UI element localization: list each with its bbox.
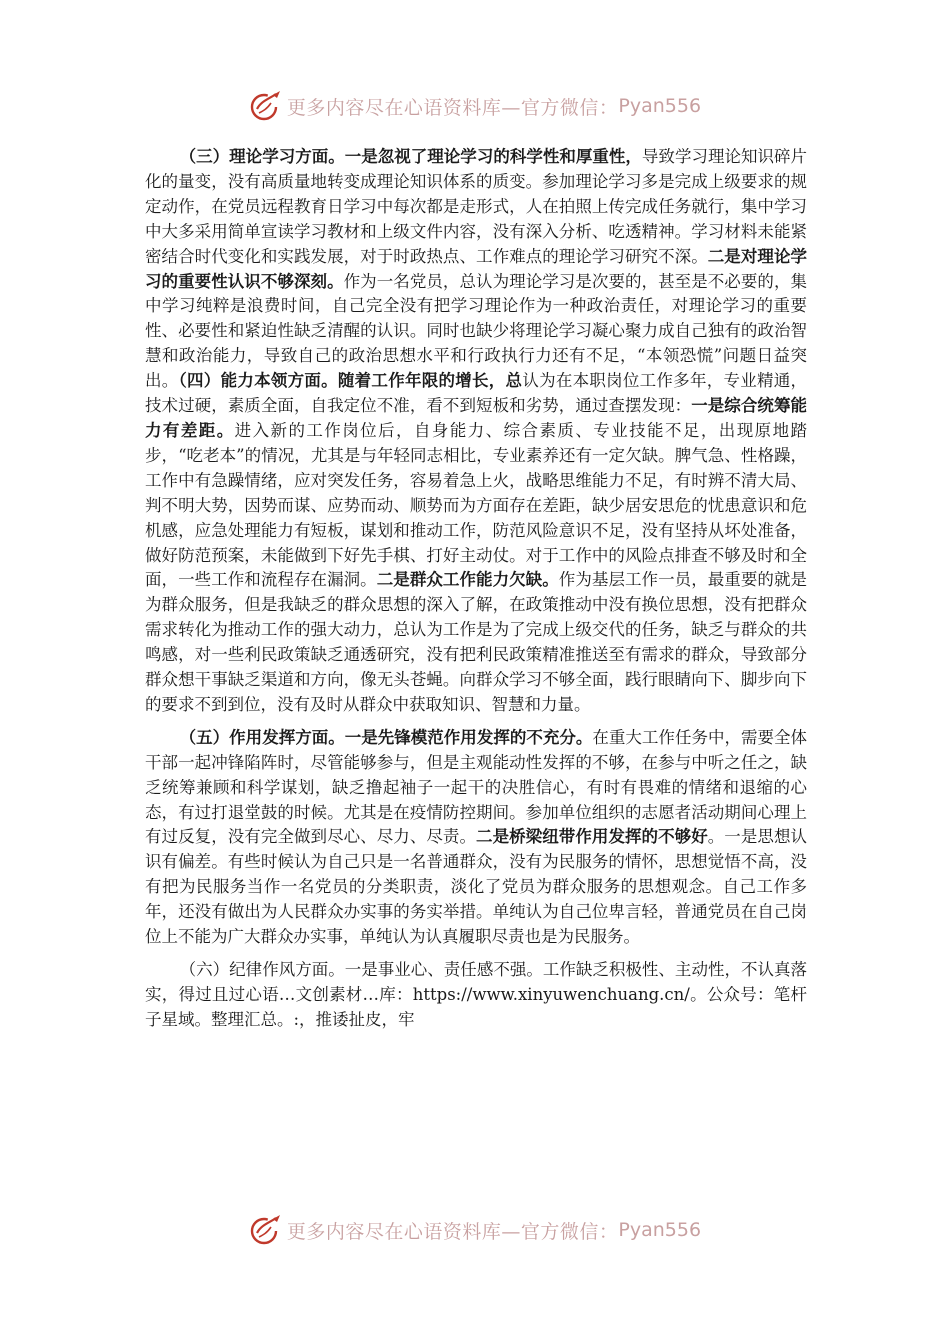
- paragraph-role: [145, 726, 807, 950]
- text-run: 导致学习理论知识碎片化的量变，没有高质量地转变成理论知识体系的质变。参加理论学习多是完成上级要求的规定动作，在党员远程教育日学习中每次都是走形式，人在拍照上传完成任务就行，集中学习中大多采用简单宣读学习教材和上级文件内容，没有深入分析、吃透精神。学习材料未能紧密结合时代变化和实践发展，对于时政热点、工作难点的理论学习研究不深。: [145, 147, 808, 266]
- header-banner: [0, 86, 950, 126]
- paragraph-theory-ability: [145, 145, 807, 718]
- text-run: 作为基层工作一员，最重要的就是为群众服务，但是我缺乏的群众思想的深入了解，在政策推动中没有换位思想，没有把群众需求转化为推动工作的强大动力，总认为工作是为了完成上级交代的任务，缺乏与群众的共鸣感，对一些利民政策缺乏通透研究，没有把利民政策精准推送至有需求的群众，导致部分群众想干事缺乏渠道和方向，像无头苍蝇。向群众学习不够全面，践行眼睛向下、脚步向下的要求不到到位，没有及时从群众中获取知识、智慧和力量。: [145, 570, 808, 714]
- text-run: 。一是思想认识有偏差。有些时候认为自己只是一名普通群众，没有为民服务的情怀，思想觉悟不高，没有把为民服务当作一名党员的分类职责，淡化了党员为群众服务的思想观念。自己工作多年，还没有做出为人民群众办实事的务实举措。单纯认为自己位卑言轻，普通党员在自己岗位上不能为广大群众办实事，单纯认为认真履职尽责也是为民服务。: [145, 827, 808, 947]
- banner-text: 更多内容尽在心语资料库—官方微信：: [286, 1220, 619, 1243]
- heading-ability: （四）能力本领方面。随着工作年限的增长，总: [178, 371, 523, 391]
- heading-theory-study: （三）理论学习方面。一是忽视了理论学习的科学性和厚重性，: [179, 147, 642, 166]
- pen-swirl-logo-icon: [249, 1213, 283, 1247]
- text-run: 认为在本职岗位工作多年，专业精通，技术过硬，素质全面，自我定位不准，看不到短板和劣势，通过查摆发现：: [145, 371, 808, 416]
- document-body: [145, 145, 807, 1033]
- pen-swirl-logo-icon: [249, 89, 283, 123]
- banner-wechat-id: Pyan556: [618, 1219, 702, 1241]
- text-run: 在重大工作任务中，需要全体干部一起冲锋陷阵时，尽管能够参与，但是主观能动性发挥的不够，在参与中听之任之，缺乏统筹兼顾和科学谋划，缺乏撸起袖子一起干的决胜信心，有时有畏难的情绪和退缩的心态，有过打退堂鼓的时候。尤其是在疫情防控期间。参加单位组织的志愿者活动期间心理上有过反复，没有完全做到尽心、尽力、尽责。: [145, 727, 808, 847]
- subheading-theory-importance: 二是对理论学习的重要性认识不够深刻。: [145, 246, 808, 291]
- footer-banner: [0, 1210, 950, 1250]
- banner-text: 更多内容尽在心语资料库—官方微信：: [286, 96, 619, 119]
- text-run: 作为一名党员，总认为理论学习是次要的，甚至是不必要的，集中学习纯粹是浪费时间，自己完全没有把学习理论作为一种政治责任，对理论学习的重要性、必要性和紧迫性缺乏清醒的认识。同时也缺少将理论学习凝心聚力成自己独有的政治智慧和政治能力，导致自己的政治思想水平和行政执行力还有不足，“本领恐慌”问题日益突出。: [145, 271, 808, 391]
- banner-wechat-id: Pyan556: [618, 95, 702, 117]
- subheading-coordination: 一是综合统筹能力有差距。: [145, 396, 808, 440]
- subheading-mass-work: 二是群众工作能力欠缺。: [376, 570, 559, 590]
- text-run: （六）纪律作风方面。一是事业心、责任感不强。工作缺乏积极性、主动性，不认真落实，得过且过心语…文创素材…库：https://www.xinyuwenchuang.cn/。公众号：笔杆子星域。整理汇总。:，推诿扯皮，牢: [145, 960, 807, 1029]
- paragraph-discipline: [145, 958, 807, 1033]
- subheading-bridge: 二是桥梁纽带作用发挥的不够好: [476, 827, 708, 847]
- heading-role: （五）作用发挥方面。一是先锋模范作用发挥的不充分。: [179, 727, 593, 747]
- text-run: 进入新的工作岗位后，自身能力、综合素质、专业技能不足，出现原地踏步，“吃老本”的情况，尤其是与年轻同志相比，专业素养还有一定欠缺。脾气急、性格躁，工作中有急躁情绪，应对突发任务，容易着急上火，战略思维能力不足，有时辨不清大局、判不明大势，因势而谋、应势而动、顺势而为方面存在差距，缺少居安思危的忧患意识和危机感，应急处理能力有短板，谋划和推动工作，防范风险意识不足，没有坚持从坏处准备，做好防范预案，未能做到下好先手棋、打好主动仗。对于工作中的风险点排查不够及时和全面，一些工作和流程存在漏洞。: [145, 420, 808, 590]
